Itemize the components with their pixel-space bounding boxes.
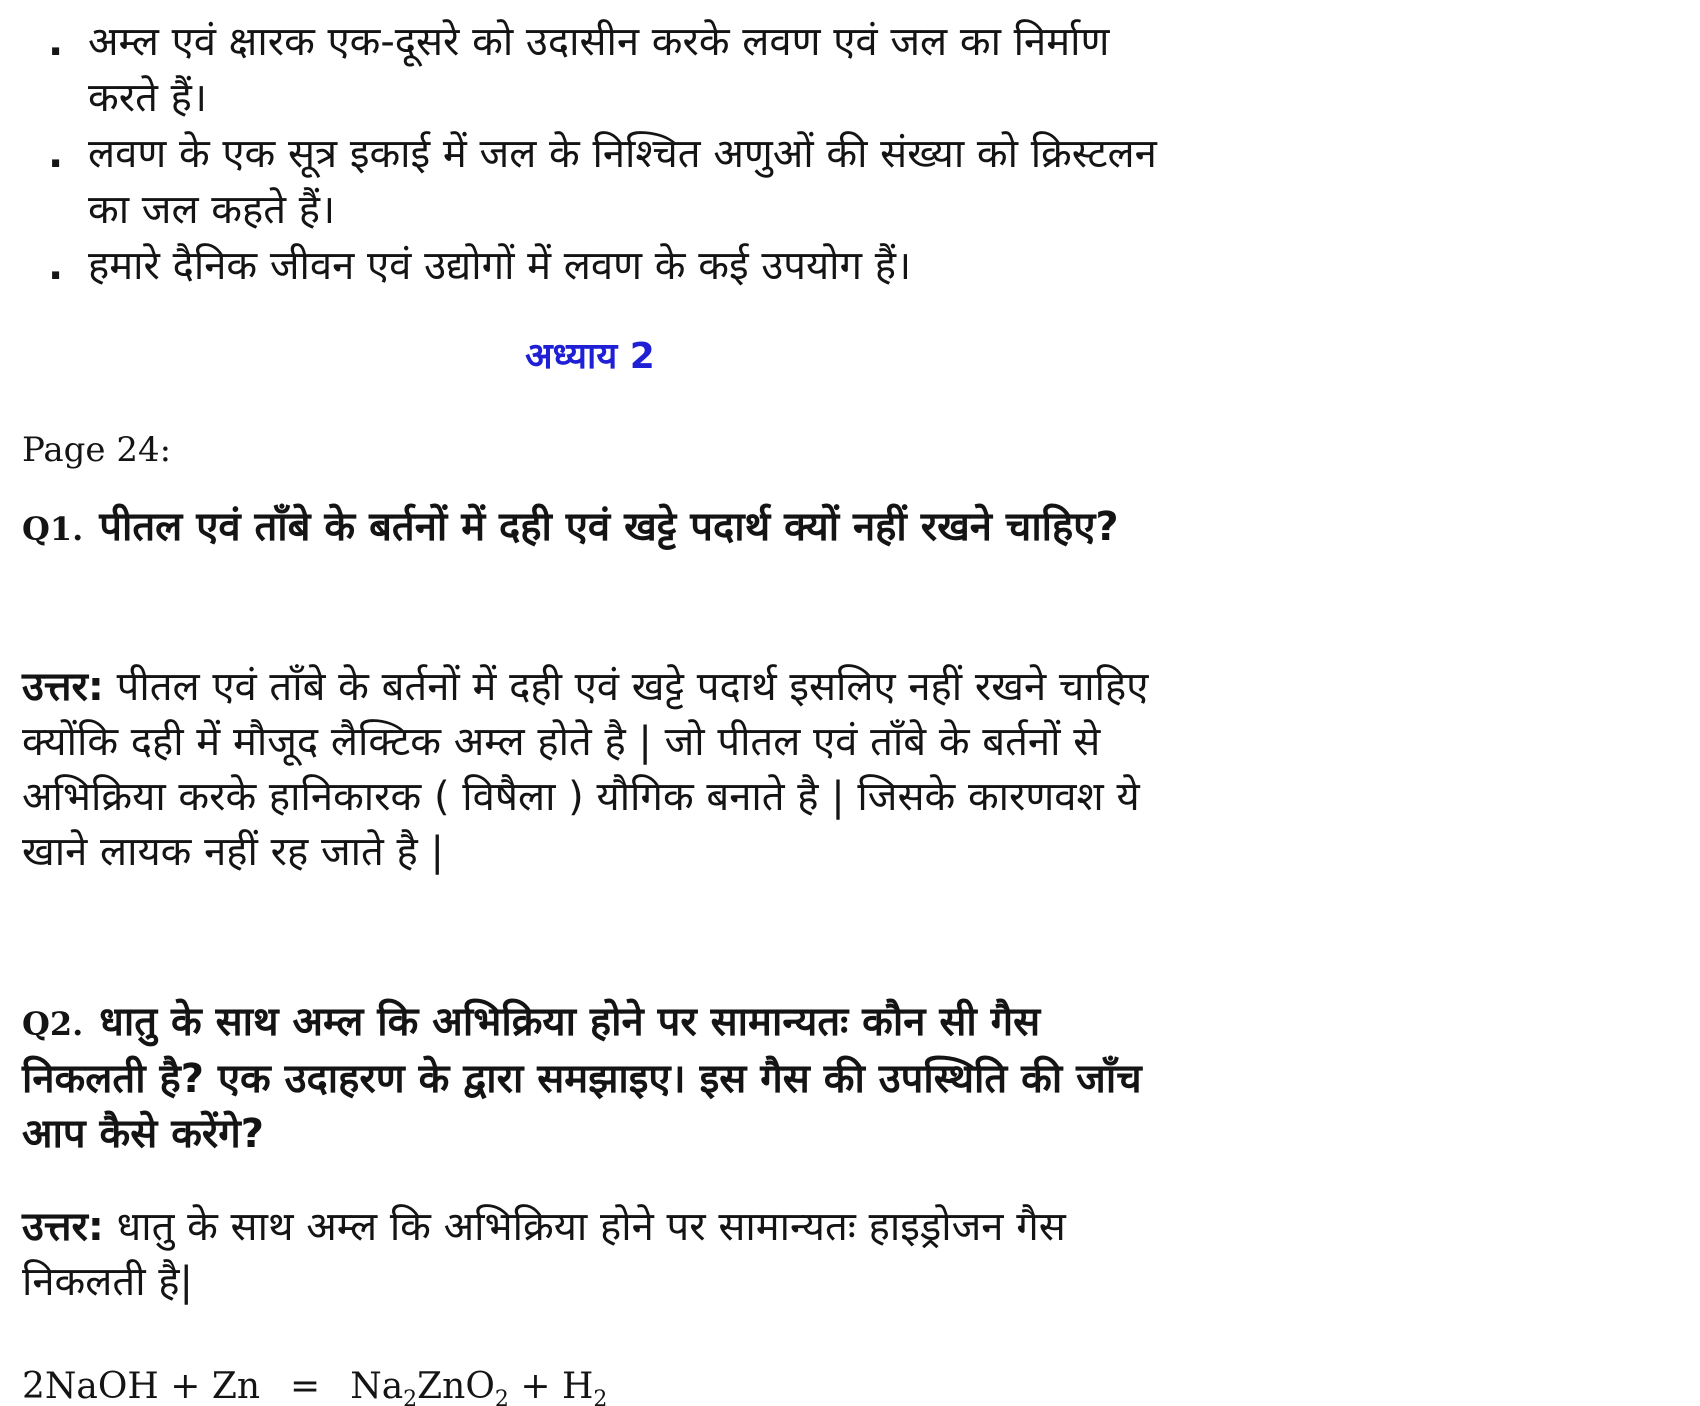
subscript: 2: [593, 1387, 608, 1406]
bullet-marker: .: [48, 243, 64, 289]
question-number: Q1.: [22, 510, 84, 548]
equation-lhs: 2NaOH + Zn: [22, 1366, 261, 1406]
bullet-marker: .: [48, 131, 64, 177]
equation-na: Na: [350, 1366, 404, 1406]
summary-bullet-list: [40, 14, 1160, 294]
question-1: [22, 500, 1172, 557]
bullet-text: अम्ल एवं क्षारक एक-दूसरे को उदासीन करके लवण एवं जल का निर्माण करते हैं।: [88, 19, 1110, 121]
answer-text: पीतल एवं ताँबे के बर्तनों में दही एवं खट्टे पदार्थ इसलिए नहीं रखने चाहिए क्योंकि दही में मौजूद लैक्टिक अम्ल होते है | जो पीतल एवं ताँबे के बर्तनों से अभिक्रिया करके हानिकारक ( विषैला ) यौगिक बनाते है | जिसके कारणवश ये खाने लायक नहीं रह जाते है |: [22, 664, 1149, 875]
chapter-heading: अध्याय 2: [525, 336, 655, 377]
equation-zno: ZnO: [417, 1366, 495, 1406]
question-text: धातु के साथ अम्ल कि अभिक्रिया होने पर सामान्यतः कौन सी गैस निकलती है? एक उदाहरण के द्वारा समझाइए। इस गैस की उपस्थिति की जाँच आप कैसे करेंगे?: [22, 999, 1142, 1157]
answer-2: [22, 1200, 1172, 1310]
question-number: Q2.: [22, 1005, 84, 1043]
question-2: [22, 995, 1172, 1162]
answer-1: [22, 660, 1172, 880]
summary-bullet: [40, 14, 1160, 126]
chemical-equation: [22, 1366, 607, 1406]
answer-text: धातु के साथ अम्ल कि अभिक्रिया होने पर सामान्यतः हाइड्रोजन गैस निकलती है|: [22, 1204, 1066, 1305]
equation-h: + H: [508, 1366, 594, 1406]
question-text: पीतल एवं ताँबे के बर्तनों में दही एवं खट्टे पदार्थ क्यों नहीं रखने चाहिए?: [99, 504, 1119, 550]
summary-bullet: [40, 238, 1160, 294]
subscript: 2: [494, 1387, 509, 1406]
equation-equals: =: [290, 1366, 321, 1406]
bullet-text: हमारे दैनिक जीवन एवं उद्योगों में लवण के कई उपयोग हैं।: [88, 243, 912, 289]
summary-bullet: [40, 126, 1160, 238]
answer-label: उत्तर:: [22, 1204, 104, 1250]
bullet-text: लवण के एक सूत्र इकाई में जल के निश्चित अणुओं की संख्या को क्रिस्टलन का जल कहते हैं।: [88, 131, 1157, 233]
bullet-marker: .: [48, 19, 64, 65]
answer-label: उत्तर:: [22, 664, 104, 710]
page-number-label: Page 24:: [22, 430, 172, 470]
subscript: 2: [403, 1387, 418, 1406]
